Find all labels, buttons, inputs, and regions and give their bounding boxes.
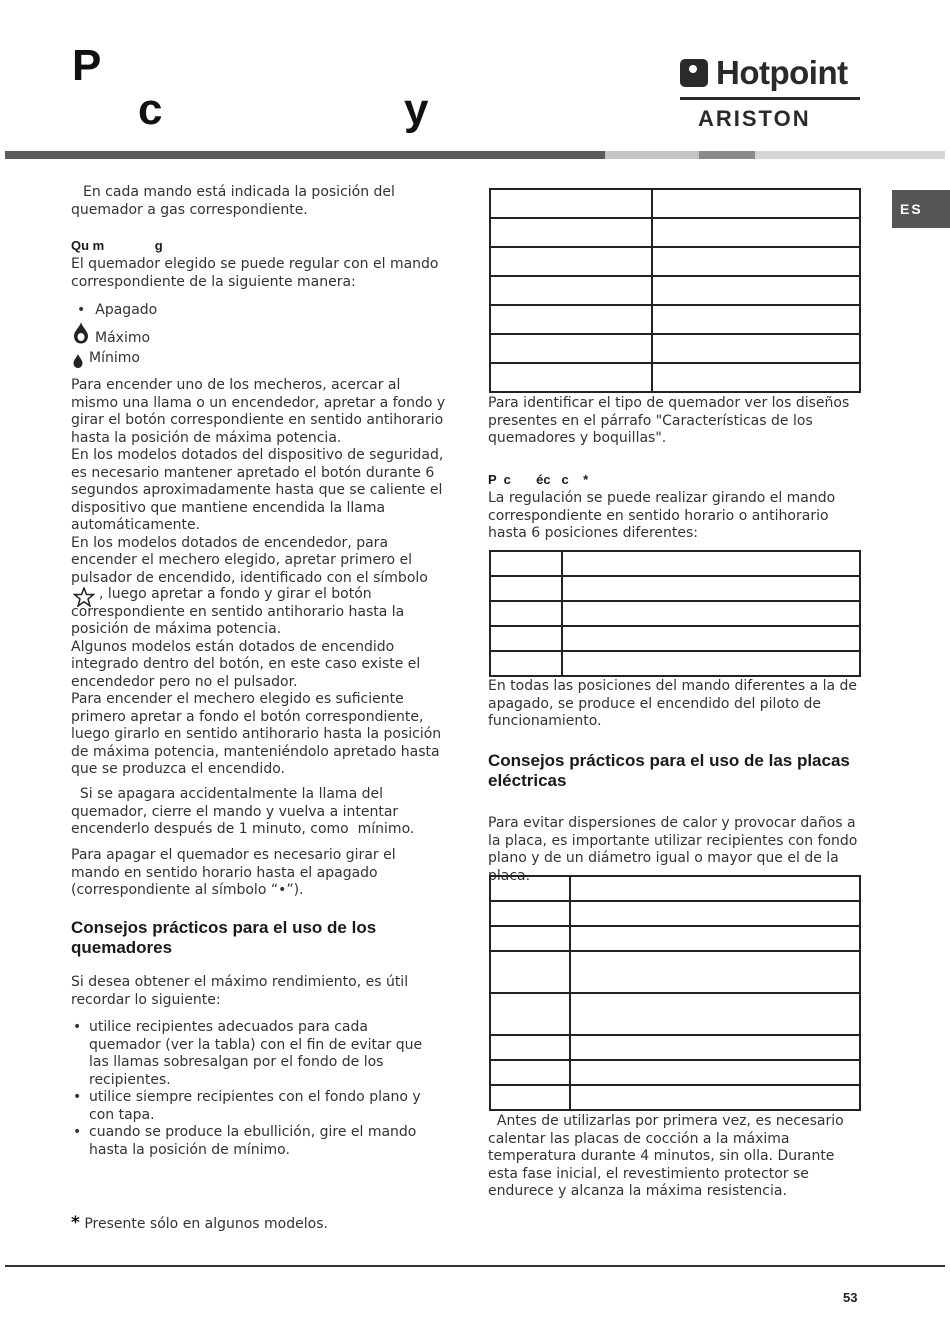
- table-cell: [490, 1060, 570, 1085]
- intro-text: En cada mando está indicada la posición del quemador a gas correspondiente.: [71, 184, 395, 218]
- page-title-letter-2: c: [138, 85, 163, 134]
- footnote-text: Presente sólo en algunos modelos.: [84, 1216, 328, 1232]
- table-cell: [490, 1035, 570, 1060]
- table-cell: [570, 1060, 860, 1085]
- table-cell: [570, 951, 860, 993]
- table-cell: [570, 993, 860, 1035]
- footnote-star: *: [71, 1213, 80, 1233]
- electric-text: La regulación se puede realizar girando el mando correspondiente en sentido horario o antihorario hasta 6 posiciones diferentes:: [488, 490, 836, 541]
- ignite-text-continued: , luego apretar a fondo y girar el botón correspondiente en sentido antihorario hasta la posición de máxima potencia. Algunos modelos están dotados de encendido integrado dentro del botón, en este caso existe el encendedor pero no el pulsador. Para encender el mechero elegido es suficiente primero apretar a fondo el botón correspondiente, luego girarlo en sentido antihorario hasta la posición de máxima potencia, manteniéndolo apretado hasta que se produzca el encendido.: [71, 586, 442, 777]
- flame-small-icon: [73, 354, 83, 368]
- list-item: • utilice siempre recipientes con el fondo plano y con tapa.: [71, 1089, 431, 1124]
- plates-table: [489, 875, 861, 1111]
- electric-heading: P c éc c *: [488, 472, 589, 487]
- table-cell: [490, 247, 652, 276]
- table-cell: [652, 189, 860, 218]
- table-cell: [490, 601, 562, 626]
- burners-heading: Consejos prácticos para el uso de los quemadores: [71, 918, 377, 957]
- page-title-letter-3: y: [404, 85, 429, 134]
- header-bar-mid: [699, 151, 755, 159]
- burners-intro: Si desea obtener el máximo rendimiento, es útil recordar lo siguiente:: [71, 974, 409, 1008]
- burners-tips-list: [71, 1019, 431, 1159]
- positions-table: [489, 550, 861, 677]
- list-item: • utilice recipientes adecuados para cada quemador (ver la tabla) con el fin de evitar que las llamas sobresalgan por el fondo de los recipientes.: [71, 1019, 431, 1089]
- language-tab: ES: [892, 190, 950, 228]
- table-cell: [490, 651, 562, 676]
- page-number: 53: [843, 1290, 858, 1305]
- first-use-text: Antes de utilizarlas por primera vez, es necesario calentar las placas de cocción a la máxima temperatura durante 4 minutos, sin olla. Durante esta fase inicial, el revestimiento protector se endurece y alcanza la máxima resistencia.: [488, 1113, 849, 1199]
- table-cell: [490, 1085, 570, 1110]
- table-cell: [490, 626, 562, 651]
- table-cell: [490, 551, 562, 576]
- plates-heading: Consejos prácticos para el uso de las placas eléctricas: [488, 751, 850, 790]
- table-cell: [652, 247, 860, 276]
- table-cell: [570, 926, 860, 951]
- table-cell: [562, 626, 860, 651]
- table-cell: [490, 276, 652, 305]
- logo-main-text: Hotpoint: [716, 54, 848, 91]
- logo-mark-icon: [680, 59, 708, 87]
- flame-large-icon: [73, 322, 89, 344]
- ignite-text: Para encender uno de los mecheros, acercar al mismo una llama o un encendedor, apretar a fondo y girar el botón correspondiente en sentido antihorario hasta la posición de máxima potencia. En los modelos dotados del dispositivo de seguridad, es necesario mantener apretado el botón durante 6 segundos aproximadamente hasta que se caliente el dispositivo que mantiene encendida la llama automáticamente. En los modelos dotados de encendedor, para encender el mechero elegido, apretar primero el pulsador de encendido, identificado con el símbolo: [71, 377, 446, 586]
- logo-divider: [680, 97, 860, 100]
- list-item: • cuando se produce la ebullición, gire el mando hasta la posición de mínimo.: [71, 1124, 431, 1159]
- burner-table: [489, 188, 861, 393]
- header-bar-light-2: [755, 151, 945, 159]
- logo-sub-text: ARISTON: [698, 106, 811, 131]
- table-cell: [490, 305, 652, 334]
- table-cell: [570, 1085, 860, 1110]
- footnote: [71, 1213, 328, 1233]
- table-cell: [490, 901, 570, 926]
- page-title-letter-1: P: [72, 41, 102, 90]
- brand-logo: [680, 56, 860, 136]
- plates-text: Para evitar dispersiones de calor y provocar daños a la placa, es importante utilizar recipientes con fondo plano y de un diámetro igual o mayor que el de la placa.: [488, 815, 858, 884]
- table-cell: [562, 576, 860, 601]
- table-cell: [652, 276, 860, 305]
- table-cell: [652, 363, 860, 392]
- header-bar-dark: [5, 151, 605, 159]
- table-cell: [570, 1035, 860, 1060]
- regulate-text: El quemador elegido se puede regular con el mando correspondiente de la siguiente manera:: [71, 256, 439, 290]
- table-cell: [652, 305, 860, 334]
- table-cell: [652, 218, 860, 247]
- table-cell: [490, 926, 570, 951]
- off-text: Para apagar el quemador es necesario girar el mando en sentido horario hasta el apagado (correspondiente al símbolo “•”).: [71, 847, 396, 898]
- table-cell: [652, 334, 860, 363]
- table-cell: [570, 876, 860, 901]
- table-cell: [490, 993, 570, 1035]
- position-max-label: Máximo: [95, 330, 151, 346]
- dot-icon: •: [77, 302, 86, 318]
- table-cell: [490, 189, 652, 218]
- table-cell: [490, 334, 652, 363]
- position-min-label: Mínimo: [89, 350, 140, 366]
- extinguish-text: Si se apagara accidentalmente la llama del quemador, cierre el mando y vuelva a intentar encenderlo después de 1 minuto, como mínimo.: [71, 786, 415, 837]
- table-cell: [490, 576, 562, 601]
- table-cell: [562, 651, 860, 676]
- burner-subheading: Qu m g: [71, 238, 163, 253]
- table-cell: [562, 601, 860, 626]
- table-cell: [490, 876, 570, 901]
- table-cell: [490, 218, 652, 247]
- header-bar-light-1: [605, 151, 699, 159]
- burner-note: Para identificar el tipo de quemador ver los diseños presentes en el párrafo "Características de los quemadores y boquillas".: [488, 395, 850, 446]
- pilot-text: En todas las posiciones del mando diferentes a la de apagado, se produce el encendido del piloto de funcionamiento.: [488, 678, 858, 729]
- position-off-label: Apagado: [95, 302, 158, 318]
- table-cell: [570, 901, 860, 926]
- table-cell: [490, 951, 570, 993]
- position-off: [71, 302, 157, 320]
- footer-divider: [5, 1265, 945, 1267]
- table-cell: [490, 363, 652, 392]
- table-cell: [562, 551, 860, 576]
